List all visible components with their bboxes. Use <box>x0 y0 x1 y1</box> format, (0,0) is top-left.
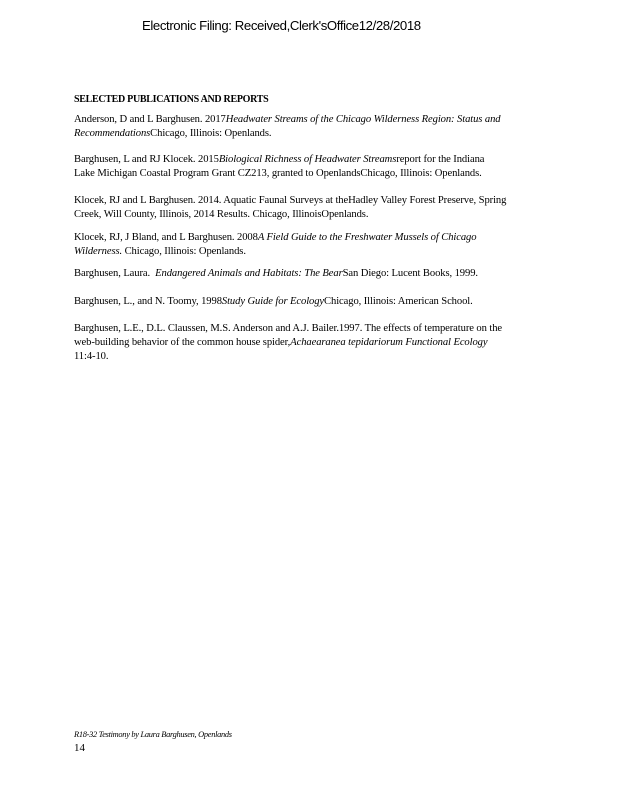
citation-text: report for the Indiana <box>396 154 485 165</box>
entry-line <box>74 245 554 259</box>
publication-entry <box>74 267 554 281</box>
citation-title: Endangered Animals and Habitats: The Bear <box>155 268 343 279</box>
publication-entry <box>74 231 554 259</box>
publication-entry <box>74 194 554 222</box>
citation-text: Klocek, RJ and L Barghusen. 2014. Aquatic Faunal Surveys at theHadley Valley Forest Preserve, Spring <box>74 195 507 206</box>
publication-entry <box>74 153 554 181</box>
entry-line <box>74 167 554 181</box>
entry-line <box>74 295 554 309</box>
entry-line <box>74 127 554 141</box>
entry-line <box>74 153 554 167</box>
citation-text: Barghusen, Laura. <box>74 268 156 279</box>
citation-title: Study Guide for Ecology <box>221 296 325 307</box>
citation-title: Headwater Streams of the Chicago Wilderness Region: Status and <box>225 114 501 125</box>
citation-text: Klocek, RJ, J Bland, and L Barghusen. 2008 <box>74 232 258 243</box>
citation-text: web-building behavior of the common house spider, <box>74 337 291 348</box>
citation-title: Biological Richness of Headwater Streams <box>218 154 397 165</box>
citation-title: Achaearanea tepidariorum Functional Ecology <box>290 337 488 348</box>
citation-text: 11:4-10. <box>74 351 109 362</box>
citation-text: Creek, Will County, Illinois, 2014 Results. Chicago, IllinoisOpenlands. <box>74 209 369 220</box>
entry-line <box>74 267 554 281</box>
citation-text: Chicago, Illinois: Openlands. <box>122 246 246 257</box>
publication-entry <box>74 113 554 141</box>
citation-text: Barghusen, L., and N. Toomy, 1998 <box>74 296 222 307</box>
citation-text: San Diego: Lucent Books, 1999. <box>342 268 478 279</box>
filing-stamp: Electronic Filing: Received,Clerk'sOffice12/28/2018 <box>142 18 421 33</box>
citation-title: A Field Guide to the Freshwater Mussels of Chicago <box>257 232 477 243</box>
citation-text: Anderson, D and L Barghusen. 2017 <box>74 114 226 125</box>
citation-text: Barghusen, L and RJ Klocek. 2015 <box>74 154 219 165</box>
entry-line <box>74 231 554 245</box>
footer-note: R18-32 Testimony by Laura Barghusen, Openlands <box>74 730 232 739</box>
entry-line <box>74 336 554 350</box>
publication-entry <box>74 322 554 364</box>
citation-text: Chicago, Illinois: Openlands. <box>150 128 272 139</box>
entry-line <box>74 208 554 222</box>
citation-title: Wilderness. <box>74 246 123 257</box>
page-number: 14 <box>74 742 85 754</box>
citation-text: Lake Michigan Coastal Program Grant CZ213, granted to OpenlandsChicago, Illinois: Openlands. <box>74 168 482 179</box>
citation-text: Chicago, Illinois: American School. <box>324 296 473 307</box>
entry-line <box>74 194 554 208</box>
publication-entry <box>74 295 554 309</box>
section-heading: SELECTED PUBLICATIONS AND REPORTS <box>74 94 269 105</box>
citation-title: Recommendations <box>74 128 151 139</box>
entry-line <box>74 113 554 127</box>
entry-line <box>74 322 554 336</box>
citation-text: Barghusen, L.E., D.L. Claussen, M.S. Anderson and A.J. Bailer.1997. The effects of temperature on the <box>74 323 502 334</box>
entry-line <box>74 350 554 364</box>
